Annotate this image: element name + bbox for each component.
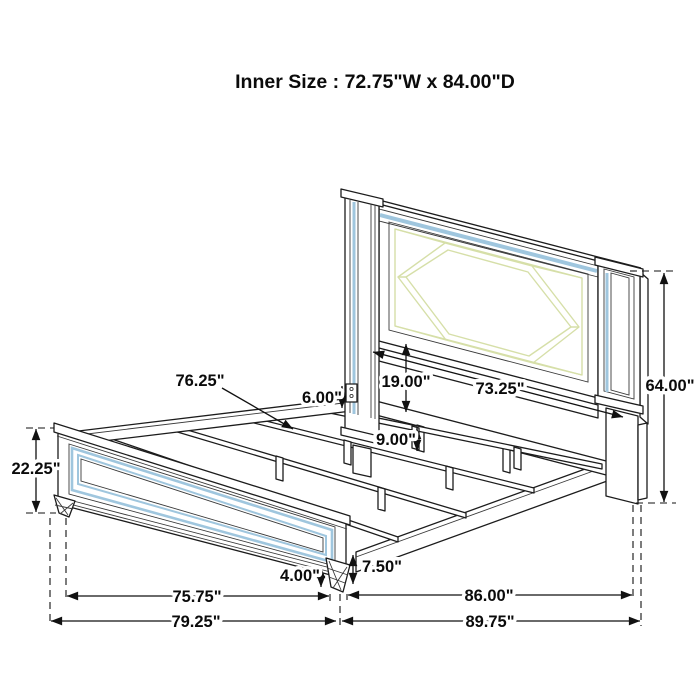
dim-label-footboard-inner-width: 75.75" [172, 588, 222, 606]
headboard-leg-right [606, 408, 638, 504]
diagram-title: Inner Size : 72.75"W x 84.00"D [235, 71, 515, 93]
dim-label-footboard-height: 22.25" [11, 460, 61, 478]
dim-label-bracket-offset: 6.00" [302, 389, 342, 407]
dim-label-footboard-outer-width: 79.25" [171, 613, 221, 631]
headboard-leg-left [353, 445, 371, 477]
dim-label-panel-clearance: 19.00" [381, 373, 431, 391]
dim-label-frame-length: 86.00" [464, 587, 514, 605]
dim-label-foot-height: 4.00" [280, 567, 320, 585]
dim-label-overall-length: 89.75" [465, 613, 515, 631]
slat [242, 415, 534, 493]
head-rail-support-leg [503, 448, 510, 473]
dim-label-panel-width: 73.25" [475, 380, 525, 398]
dim-label-support-height: 9.00" [376, 431, 416, 449]
dim-label-slat-length: 76.25" [175, 372, 225, 390]
rail-bracket [346, 384, 357, 402]
dim-label-rail-clearance: 7.50" [362, 558, 402, 576]
dim-label-headboard-height: 64.00" [645, 377, 695, 395]
